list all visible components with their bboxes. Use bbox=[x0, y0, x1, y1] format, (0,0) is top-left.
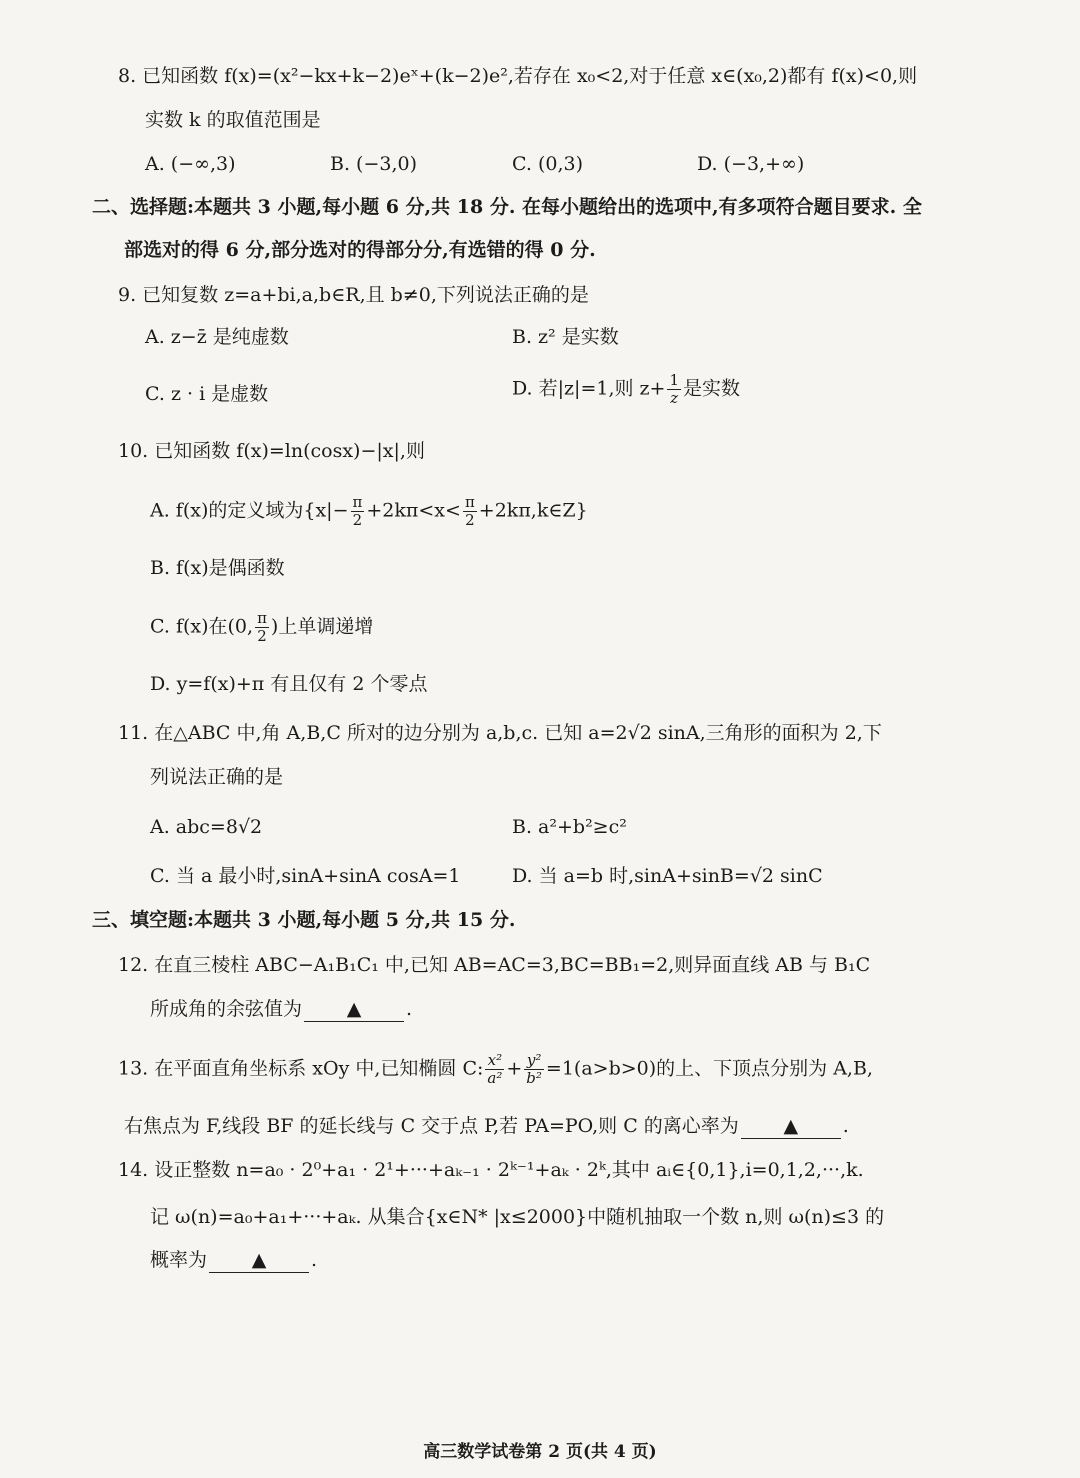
fraction-x2-over-a2 bbox=[485, 1052, 504, 1087]
fraction-numerator: x² bbox=[485, 1052, 504, 1070]
q10-option-a-suffix: +2kπ,k∈Z} bbox=[478, 499, 588, 522]
fraction-denominator: a² bbox=[487, 1069, 503, 1087]
q13-suffix: =1(a>b>0)的上、下顶点分别为 A,B, bbox=[545, 1057, 873, 1080]
q8-line2: 实数 k 的取值范围是 bbox=[145, 109, 321, 131]
q9-option-b: B. z² 是实数 bbox=[512, 326, 619, 348]
q10-option-a bbox=[150, 494, 588, 529]
q12-line1: 12. 在直三棱柱 ABC−A₁B₁C₁ 中,已知 AB=AC=3,BC=BB₁=2,则异面直线 AB 与 B₁C bbox=[118, 954, 871, 976]
q8-option-b: B. (−3,0) bbox=[330, 153, 418, 175]
answer-blank: ▲ bbox=[304, 997, 404, 1022]
q14-line1: 14. 设正整数 n=a₀ · 2⁰+a₁ · 2¹+···+aₖ₋₁ · 2ᵏ⁻¹+aₖ · 2ᵏ,其中 aᵢ∈{0,1},i=0,1,2,···,k. bbox=[118, 1159, 864, 1181]
section2-heading-line2: 部选对的得 6 分,部分选对的得部分分,有选错的得 0 分. bbox=[124, 239, 596, 261]
q10-option-b: B. f(x)是偶函数 bbox=[150, 557, 285, 579]
fraction-denominator: z bbox=[670, 389, 679, 407]
q11-line2: 列说法正确的是 bbox=[150, 766, 284, 788]
q13-line1: 13. 在平面直角坐标系 xOy 中,已知椭圆 C: $\frac{\text{x²}}{\text{a²}}$ + $\frac{\text{y²}}{\text{b²}}$ =1(a>b>0)的上、下顶点分别为 A,B, bbox=[118, 1051, 873, 1087]
q9-option-d-prefix: D. 若|z|=1,则 z+ bbox=[512, 377, 666, 400]
q11-option-a: A. abc=8√2 bbox=[150, 816, 263, 838]
q10-stem: 10. 已知函数 f(x)=ln(cosx)−|x|,则 bbox=[118, 440, 425, 462]
q9-option-a: A. z−z̄ 是纯虚数 bbox=[145, 326, 289, 348]
q13-line2: 右焦点为 F,线段 BF 的延长线与 C 交于点 P,若 PA=PO,则 C 的离心率为 ▲ . bbox=[124, 1115, 849, 1137]
q10-option-a-middle: +2kπ<x< bbox=[366, 499, 461, 522]
q10-option-a-prefix: A. f(x)的定义域为{x|− bbox=[150, 499, 349, 522]
fraction-numerator: π bbox=[257, 609, 267, 627]
fraction-numerator: 1 bbox=[669, 371, 680, 389]
fraction-denominator: 2 bbox=[352, 511, 363, 529]
q9-option-d-suffix: 是实数 bbox=[683, 377, 741, 400]
q14-line2: 记 ω(n)=a₀+a₁+···+aₖ. 从集合{x∈N* |x≤2000}中随机抽取一个数 n,则 ω(n)≤3 的 bbox=[150, 1206, 885, 1228]
q13-text: 右焦点为 F,线段 BF 的延长线与 C 交于点 P,若 PA=PO,则 C 的离心率为 bbox=[124, 1115, 739, 1137]
fraction-y2-over-b2 bbox=[524, 1052, 544, 1087]
q11-option-c: C. 当 a 最小时,sinA+sinA cosA=1 bbox=[150, 865, 461, 887]
q9-option-d bbox=[512, 372, 740, 407]
q12-line2: 所成角的余弦值为 ▲ . bbox=[150, 998, 413, 1020]
fraction-denominator: 2 bbox=[257, 627, 267, 645]
fraction-numerator: π bbox=[352, 493, 363, 511]
q10-option-c-prefix: C. f(x)在(0, bbox=[150, 615, 254, 638]
q10-option-c bbox=[150, 610, 373, 645]
fraction-pi-over-2 bbox=[351, 494, 365, 529]
q8-option-c: C. (0,3) bbox=[512, 153, 583, 175]
fraction-denominator: b² bbox=[526, 1069, 542, 1087]
fraction-pi-over-2 bbox=[463, 494, 477, 529]
section3-heading: 三、填空题:本题共 3 小题,每小题 5 分,共 15 分. bbox=[92, 909, 516, 931]
fraction-pi-over-2 bbox=[255, 610, 269, 645]
q10-option-c-suffix: )上单调递增 bbox=[270, 615, 374, 638]
q11-line1: 11. 在△ABC 中,角 A,B,C 所对的边分别为 a,b,c. 已知 a=2√2 sinA,三角形的面积为 2,下 bbox=[118, 722, 882, 744]
fraction-numerator: π bbox=[464, 493, 475, 511]
answer-blank: ▲ bbox=[209, 1248, 309, 1273]
answer-blank: ▲ bbox=[741, 1114, 841, 1139]
q11-option-d: D. 当 a=b 时,sinA+sinB=√2 sinC bbox=[512, 865, 823, 887]
q8-option-d: D. (−3,+∞) bbox=[697, 153, 805, 175]
q12-text: 所成角的余弦值为 bbox=[150, 998, 303, 1020]
q9-option-c: C. z · i 是虚数 bbox=[145, 383, 269, 405]
fraction-denominator: 2 bbox=[465, 511, 475, 529]
fraction-1-over-z bbox=[667, 372, 681, 407]
q13-prefix: 13. 在平面直角坐标系 xOy 中,已知椭圆 C: bbox=[118, 1057, 484, 1080]
q8-line1: 8. 已知函数 f(x)=(x²−kx+k−2)eˣ+(k−2)e²,若存在 x₀<2,对于任意 x∈(x₀,2)都有 f(x)<0,则 bbox=[118, 65, 918, 87]
q9-stem: 9. 已知复数 z=a+bi,a,b∈R,且 b≠0,下列说法正确的是 bbox=[118, 284, 589, 306]
page-footer: 高三数学试卷第 2 页(共 4 页) bbox=[423, 1442, 657, 1462]
q8-option-a: A. (−∞,3) bbox=[145, 153, 236, 175]
section2-heading-line1: 二、选择题:本题共 3 小题,每小题 6 分,共 18 分. 在每小题给出的选项中,有多项符合题目要求. 全 bbox=[92, 196, 922, 218]
q11-option-b: B. a²+b²≥c² bbox=[512, 816, 627, 838]
q10-option-d: D. y=f(x)+π 有且仅有 2 个零点 bbox=[150, 673, 428, 695]
q14-text: 概率为 bbox=[150, 1249, 208, 1271]
fraction-numerator: y² bbox=[524, 1052, 544, 1070]
q14-line3: 概率为 ▲ . bbox=[150, 1249, 318, 1271]
